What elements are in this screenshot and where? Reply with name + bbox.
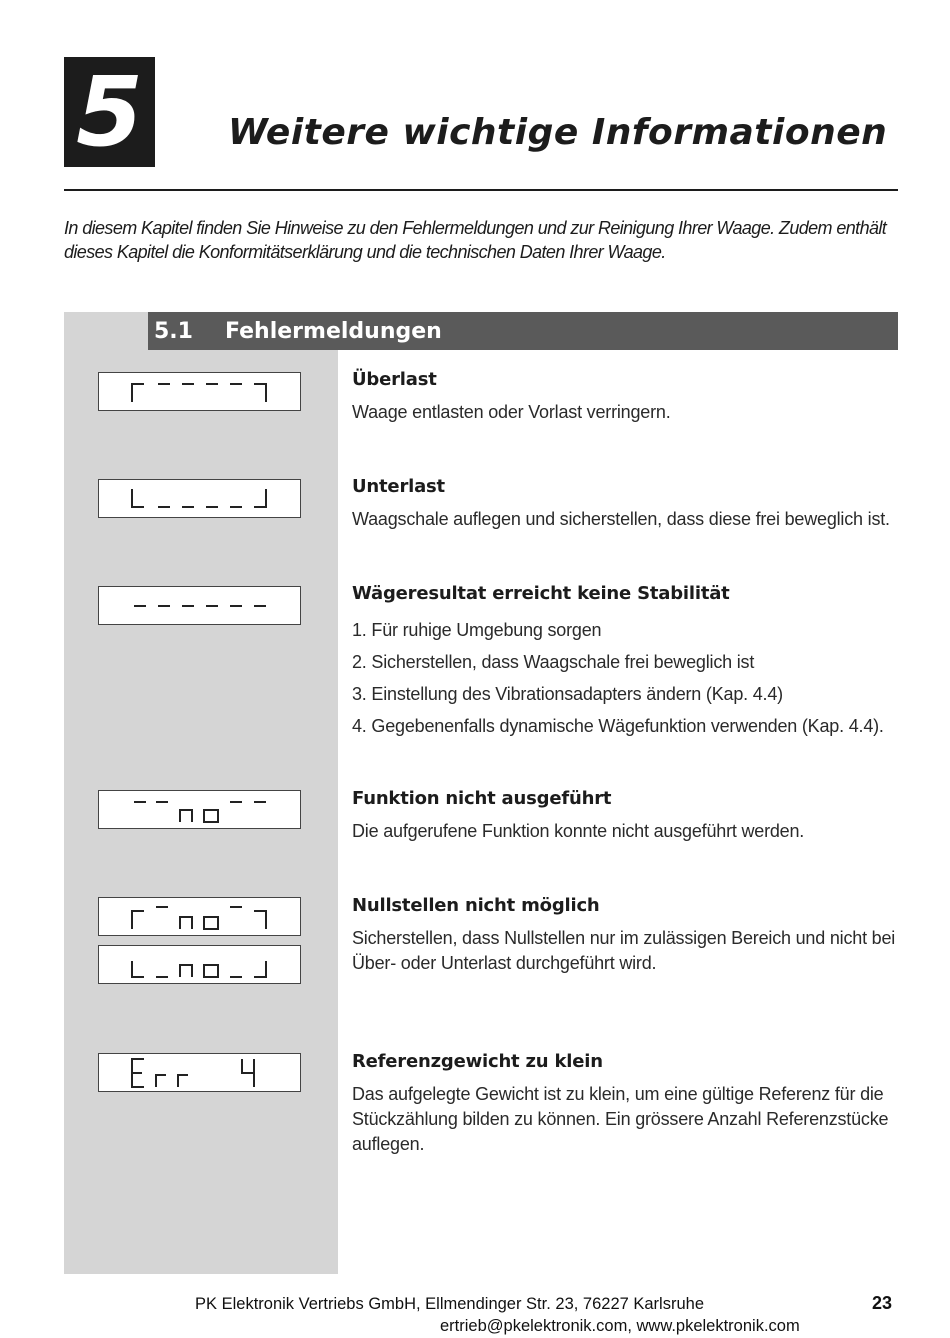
list-item: 3. Einstellung des Vibrationsadapters ändern (Kap. 4.4) [352, 684, 783, 704]
entry-overload [352, 368, 900, 425]
section-number: 5.1 [154, 318, 193, 344]
list-item: 1. Für ruhige Umgebung sorgen [352, 620, 602, 640]
entry-text: Waagschale auflegen und sicherstellen, dass diese frei beweglich ist. [352, 509, 890, 529]
entry-title: Referenzgewicht zu klein [352, 1051, 603, 1072]
instruction-list [352, 614, 900, 742]
lcd-display-underload [98, 479, 301, 518]
lcd-display-err4 [98, 1053, 301, 1092]
chapter-number-box [64, 57, 155, 167]
intro-text: In diesem Kapitel finden Sie Hinweise zu den Fehlermeldungen und zur Reinigung Ihrer Waage. Zudem enthält dieses Kapitel die Konformitätserklärung und die technischen Daten Ihrer Waage. [64, 218, 887, 262]
entry-text: Sicherstellen, dass Nullstellen nur im zulässigen Bereich und nicht bei Über- oder Unterlast durchgeführt wird. [352, 928, 896, 973]
lcd-display-overload [98, 372, 301, 411]
entry-title: Funktion nicht ausgeführt [352, 788, 612, 809]
chapter-title: Weitere wichtige Informationen [228, 112, 888, 153]
section-header [148, 312, 898, 350]
footer-contact: ertrieb@pkelektronik.com, www.pkelektronik.com [440, 1317, 800, 1335]
section-title: Fehlermeldungen [225, 318, 442, 344]
title-rule [64, 189, 898, 191]
entry-title: Überlast [352, 369, 437, 390]
entry-title: Wägeresultat erreicht keine Stabilität [352, 583, 730, 604]
lcd-display-no-function [98, 790, 301, 829]
entry-text: Die aufgerufene Funktion konnte nicht ausgeführt werden. [352, 821, 805, 841]
entry-text: Waage entlasten oder Vorlast verringern. [352, 402, 671, 422]
entry-title: Unterlast [352, 476, 445, 497]
page-number: 23 [872, 1293, 893, 1313]
entry-text: Das aufgelegte Gewicht ist zu klein, um eine gültige Referenz für die Stückzählung bilden zu können. Ein grössere Anzahl Referenzstücke auflegen. [352, 1084, 889, 1154]
chapter-number: 5 [76, 56, 143, 168]
entry-no-function [352, 787, 900, 844]
list-item: 2. Sicherstellen, dass Waagschale frei beweglich ist [352, 652, 755, 672]
lcd-display-no-zero-underload [98, 945, 301, 984]
entry-reference-weight [352, 1050, 900, 1157]
lcd-display-no-zero-overload [98, 897, 301, 936]
footer-address: PK Elektronik Vertriebs GmbH, Ellmendinger Str. 23, 76227 Karlsruhe [195, 1295, 704, 1313]
lcd-display-unstable [98, 586, 301, 625]
entry-unstable [352, 582, 900, 742]
entry-no-zero [352, 894, 900, 976]
entry-underload [352, 475, 900, 532]
entry-title: Nullstellen nicht möglich [352, 895, 600, 916]
list-item: 4. Gegebenenfalls dynamische Wägefunktion verwenden (Kap. 4.4). [352, 716, 884, 736]
